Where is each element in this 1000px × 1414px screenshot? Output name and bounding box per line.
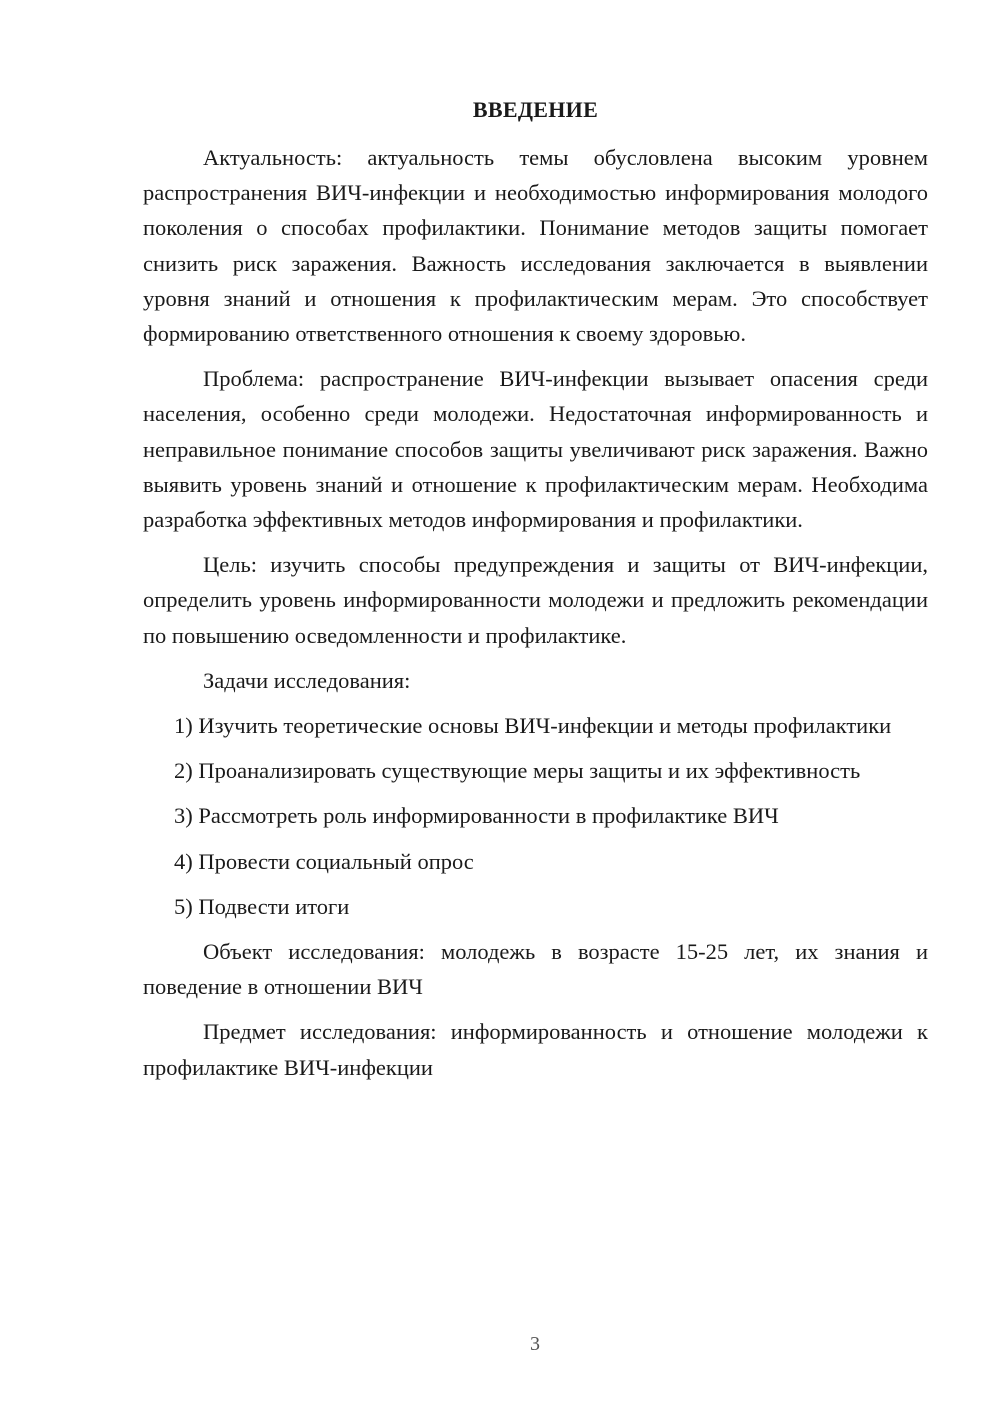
task-item: 4) Провести социальный опрос xyxy=(174,848,474,874)
section-title: ВВЕДЕНИЕ xyxy=(472,97,599,122)
task-item: 5) Подвести итоги xyxy=(174,893,350,919)
problem-paragraph: Проблема: распространение ВИЧ-инфекции вызывает опасения среди населения, особенно среди молодежи. Недостаточная информированность и неправильное понимание способов защиты увеличивают риск заражения. Важно выявить уровень знаний и отношение к профилактическим мерам. Необходима разработка эффективных методов информирования и профилактики. xyxy=(143,366,928,533)
task-item: 1) Изучить теоретические основы ВИЧ-инфекции и методы профилактики xyxy=(174,713,892,739)
tasks-heading: Задачи исследования: xyxy=(203,667,411,693)
relevance-paragraph: Актуальность: актуальность темы обусловлена высоким уровнем распространения ВИЧ-инфекции и необходимостью информирования молодого поколения о способах профилактики. Понимание методов защиты помогает снизить риск заражения. Важность исследования заключается в выявлении уровня знаний и отношения к профилактическим мерам. Это способствует формированию ответственного отношения к своему здоровью. xyxy=(143,145,928,347)
object-paragraph: Объект исследования: молодежь в возрасте 15-25 лет, их знания и поведение в отношении ВИЧ xyxy=(143,939,928,1000)
task-item: 3) Рассмотреть роль информированности в профилактике ВИЧ xyxy=(174,803,779,829)
subject-paragraph: Предмет исследования: информированность и отношение молодежи к профилактике ВИЧ-инфекции xyxy=(143,1019,928,1080)
tasks-list xyxy=(143,708,928,924)
goal-paragraph: Цель: изучить способы предупреждения и защиты от ВИЧ-инфекции, определить уровень информированности молодежи и предложить рекомендации по повышению осведомленности и профилактике. xyxy=(143,552,928,648)
task-item: 2) Проанализировать существующие меры защиты и их эффективность xyxy=(174,758,861,784)
document-page xyxy=(143,92,928,1095)
page-number: 3 xyxy=(530,1333,540,1355)
